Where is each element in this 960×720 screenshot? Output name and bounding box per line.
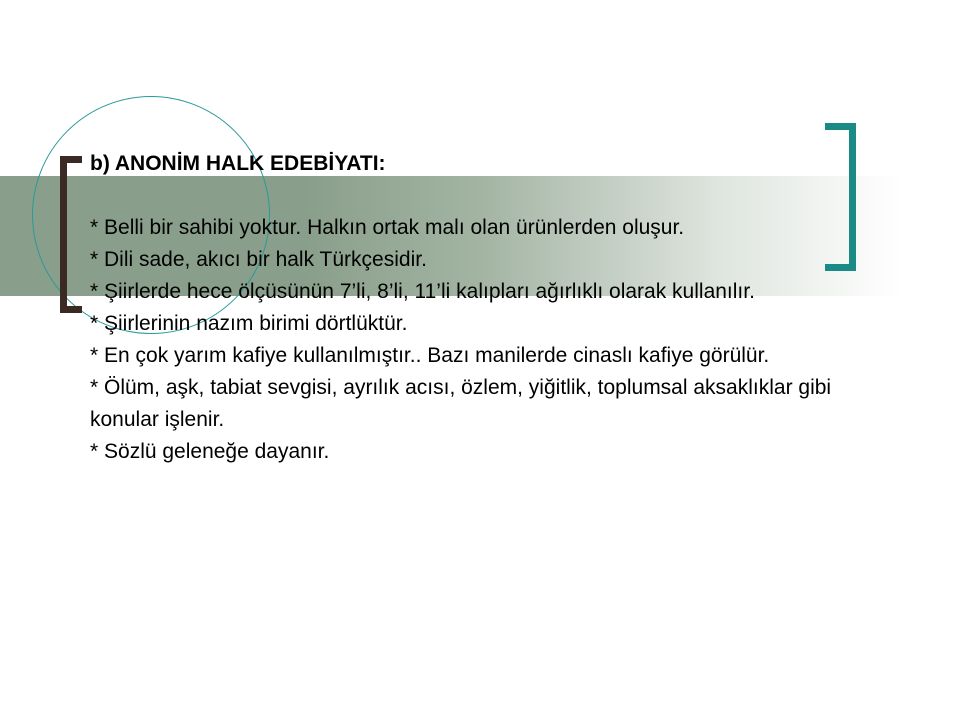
bullet-item: * Şiirlerde hece ölçüsünün 7’li, 8’li, 11’li kalıpları ağırlıklı olarak kullanılır. — [90, 280, 755, 303]
bullet-item: * Şiirlerinin nazım birimi dörtlüktür. — [90, 312, 408, 335]
slide-title: b) ANONİM HALK EDEBİYATI: — [90, 152, 386, 175]
spacer — [90, 180, 880, 212]
bullet-item: * Ölüm, aşk, tabiat sevgisi, ayrılık acısı, özlem, yiğitlik, toplumsal aksaklıklar gibi konular işlenir. — [90, 376, 832, 431]
bullet-item: * En çok yarım kafiye kullanılmıştır.. Bazı manilerde cinaslı kafiye görülür. — [90, 344, 770, 367]
bullet-item: * Belli bir sahibi yoktur. Halkın ortak malı olan ürünlerden oluşur. — [90, 216, 685, 239]
slide-content — [90, 148, 880, 468]
left-bracket-decoration — [60, 156, 82, 313]
bullet-item: * Dili sade, akıcı bir halk Türkçesidir. — [90, 248, 427, 271]
bullet-item: * Sözlü geleneğe dayanır. — [90, 440, 330, 463]
